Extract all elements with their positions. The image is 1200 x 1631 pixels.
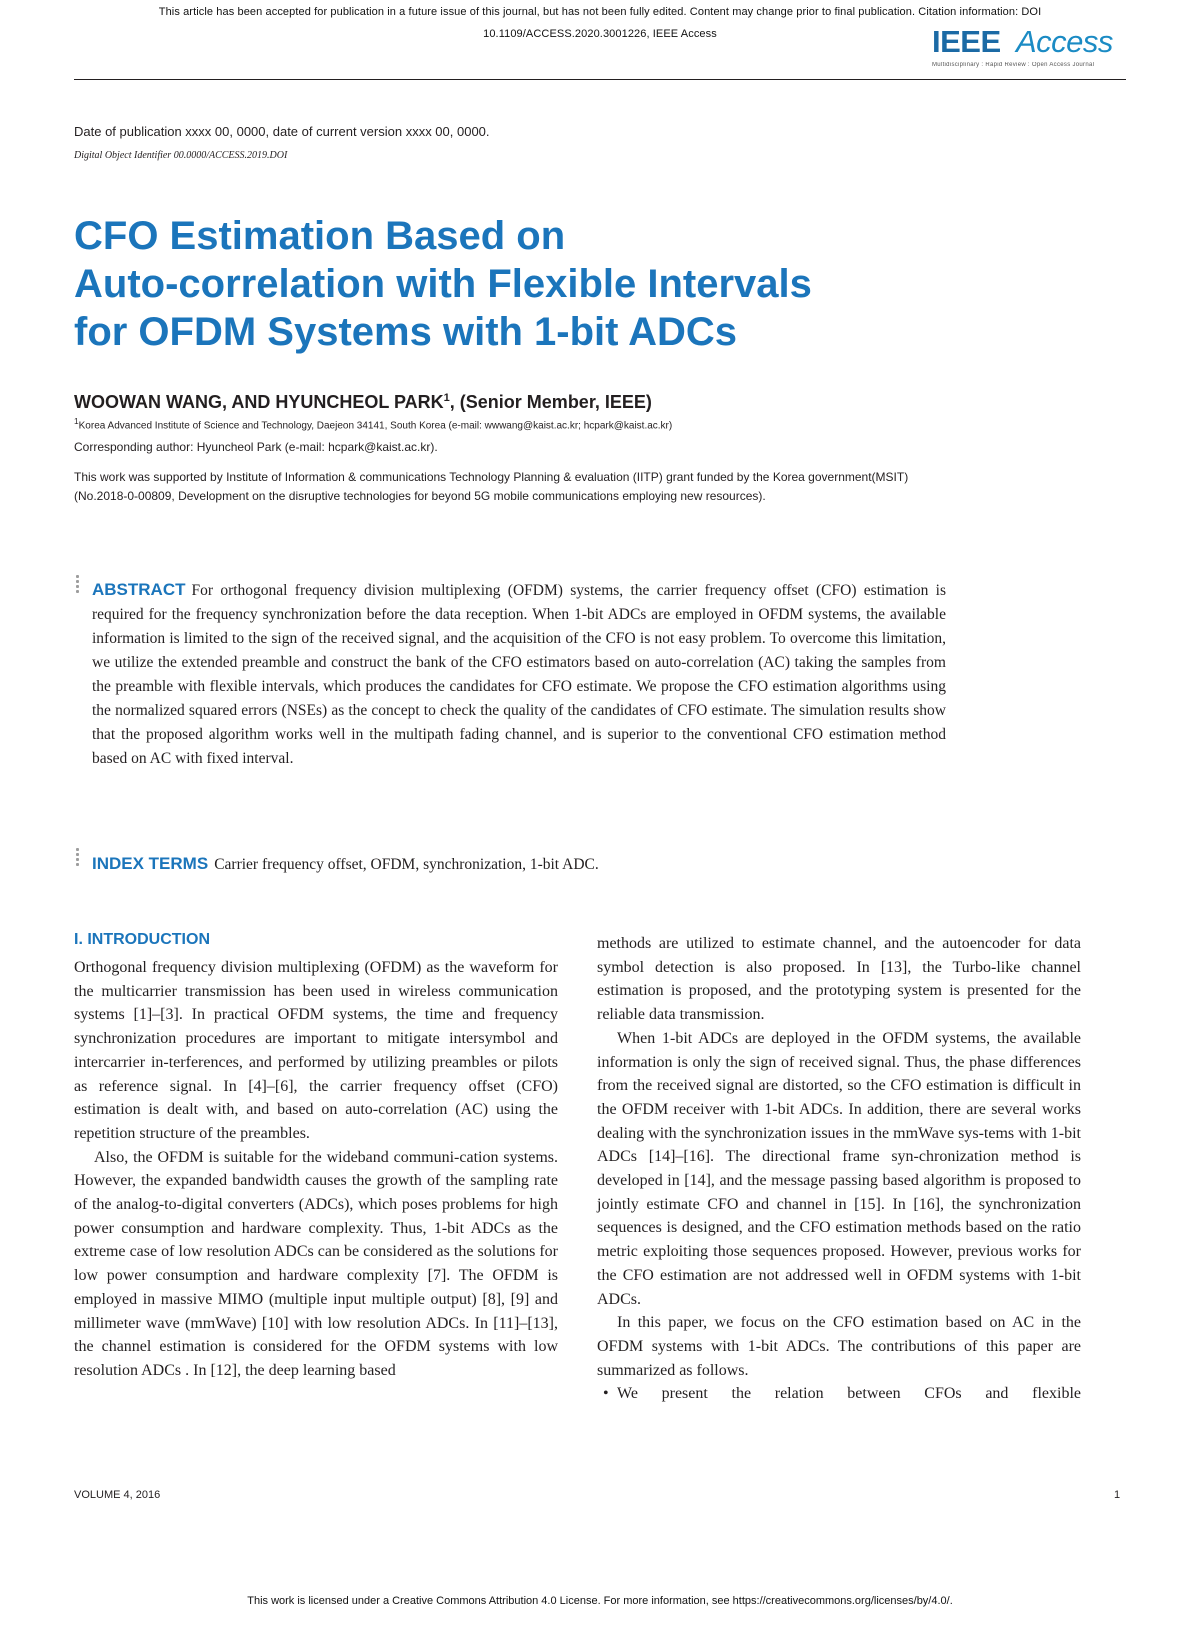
abstract-text: For orthogonal frequency division multiplexing (OFDM) systems, the carrier frequency offset (CFO) estimation is required for the frequency synchronization before the data reception. When 1-bit ADCs are employed in OFDM systems, the available information is limited to the sign of the received signal, and the acquisition of the CFO is not easy problem. To overcome this limitation, we utilize the extended preamble and construct the bank of the CFO estimators based on auto-correlation (AC) taking the samples from the preamble with flexible intervals, which produces the candidates for CFO estimate. We propose the CFO estimation algorithms using the normalized squared errors (NSEs) as the concept to check the quality of the candidates of CFO estimate. The simulation results show that the proposed algorithm works well in the multipath fading channel, and is superior to the conventional CFO estimation method based on AC with fixed interval. <box>92 582 946 767</box>
header-notice-line1: This article has been accepted for publication in a future issue of this journal, but has not been fully edited. Content may change prior to final publication. Citation information: DOI <box>158 6 1042 18</box>
title-line: Auto-correlation with Flexible Intervals <box>74 262 812 306</box>
affiliation-text: Korea Advanced Institute of Science and Technology, Daejeon 34141, South Korea (e-mail: wwwang@kaist.ac.kr; hcpark@kaist.ac.kr) <box>78 420 673 432</box>
contribution-bullet: • We present the relation between CFOs and flexible <box>597 1382 1081 1406</box>
abstract-section <box>92 578 946 771</box>
footer-volume: VOLUME 4, 2016 <box>74 1489 161 1501</box>
title-line: CFO Estimation Based on <box>74 214 566 258</box>
index-terms-section <box>92 852 946 877</box>
intro-paragraph: methods are utilized to estimate channel, and the autoencoder for data symbol detection is also proposed. In [13], the Turbo-like channel estimation is proposed, and the prototyping system is presented for the reliable data transmission. <box>597 935 1081 1024</box>
right-column <box>597 932 1081 1406</box>
logo-tagline: Multidisciplinary : Rapid Review : Open Access Journal <box>932 62 1095 68</box>
logo-ieee-text: IEEE <box>932 24 1001 59</box>
corresponding-author: Corresponding author: Hyuncheol Park (e-mail: hcpark@kaist.ac.kr). <box>74 440 438 454</box>
intro-paragraph: Also, the OFDM is suitable for the wideband communi-cation systems. However, the expanded bandwidth causes the growth of the sampling rate of the analog-to-digital converters (ADCs), which poses problems for high power consumption and hardware complexity. Thus, 1-bit ADCs as the extreme case of low resolution ADCs can be considered as the solutions for low power consumption and hardware complexity [7]. The OFDM is employed in massive MIMO (multiple input multiple output) [8], [9] and millimeter wave (mmWave) [10] with low resolution ADCs. In [11]–[13], the channel estimation is considered for the OFDM systems with low resolution ADCs . In [12], the deep learning based <box>74 1148 558 1379</box>
title-line: for OFDM Systems with 1-bit ADCs <box>74 310 738 354</box>
publication-date: Date of publication xxxx 00, 0000, date of current version xxxx 00, 0000. <box>74 124 490 139</box>
authors-superscript: 1 <box>443 392 450 404</box>
index-terms-text: Carrier frequency offset, OFDM, synchronization, 1-bit ADC. <box>214 856 599 873</box>
doi-line: Digital Object Identifier 00.0000/ACCESS.2019.DOI <box>74 150 288 161</box>
left-column <box>74 956 558 1383</box>
logo-access-text: Access <box>1016 24 1113 59</box>
affiliation-superscript: 1 <box>74 416 79 426</box>
index-terms-marker-icon <box>76 848 80 868</box>
intro-paragraph: In this paper, we focus on the CFO estimation based on AC in the OFDM systems with 1-bit ADCs. The contributions of this paper are summarized as follows. <box>597 1314 1081 1379</box>
ieee-access-logo <box>932 24 1122 74</box>
license-notice: This work is licensed under a Creative Commons Attribution 4.0 License. For more information, see https://creativecommons.org/licenses/by/4.0/. <box>247 1595 953 1607</box>
paper-title <box>74 212 1074 356</box>
intro-paragraph: Orthogonal frequency division multiplexing (OFDM) as the waveform for the multicarrier transmission has been used in wireless communication systems [1]–[3]. In practical OFDM systems, the time and frequency synchronization procedures are important to mitigate intersymbol and intercarrier in-terferences, and performed by utilizing preambles or pilots as reference signal. In [4]–[6], the carrier frequency offset (CFO) estimation is dealt with, and based on auto-correlation (AC) using the repetition structure of the preambles. <box>74 959 558 1142</box>
abstract-marker-icon <box>76 575 80 595</box>
footer-page-number: 1 <box>1114 1489 1121 1501</box>
index-terms-heading: INDEX TERMS <box>92 854 209 873</box>
funding-statement: This work was supported by Institute of Information & communications Technology Planning & evaluation (IITP) grant funded by the Korea government(MSIT) (No.2018-0-00809, Development on the disruptive technologies for beyond 5G mobile communications employing new resources). <box>74 470 909 503</box>
section-heading-introduction: I. INTRODUCTION <box>74 931 210 948</box>
intro-paragraph: When 1-bit ADCs are deployed in the OFDM systems, the available information is only the sign of received signal. Thus, the phase differences from the received signal are distorted, so the CFO estimation is difficult in the OFDM receiver with 1-bit ADCs. In addition, there are several works dealing with the synchronization issues in the mmWave sys-tems with 1-bit ADCs [14]–[16]. The directional frame syn-chronization method is developed in [14], and the message passing based algorithm is proposed to jointly estimate CFO and channel in [15]. In [16], the synchronization sequences is designed, and the CFO estimation methods based on the ratio metric exploiting those sequences proposed. However, previous works for the CFO estimation are not addressed well in OFDM systems with 1-bit ADCs. <box>597 1029 1081 1308</box>
affiliation <box>74 416 672 431</box>
author-list <box>74 392 652 413</box>
header-divider <box>74 79 1126 80</box>
abstract-heading: ABSTRACT <box>92 580 186 599</box>
header-notice-line2: 10.1109/ACCESS.2020.3001226, IEEE Access <box>483 28 717 40</box>
authors-names: WOOWAN WANG, AND HYUNCHEOL PARK <box>74 392 444 412</box>
authors-membership: , (Senior Member, IEEE) <box>449 392 652 412</box>
